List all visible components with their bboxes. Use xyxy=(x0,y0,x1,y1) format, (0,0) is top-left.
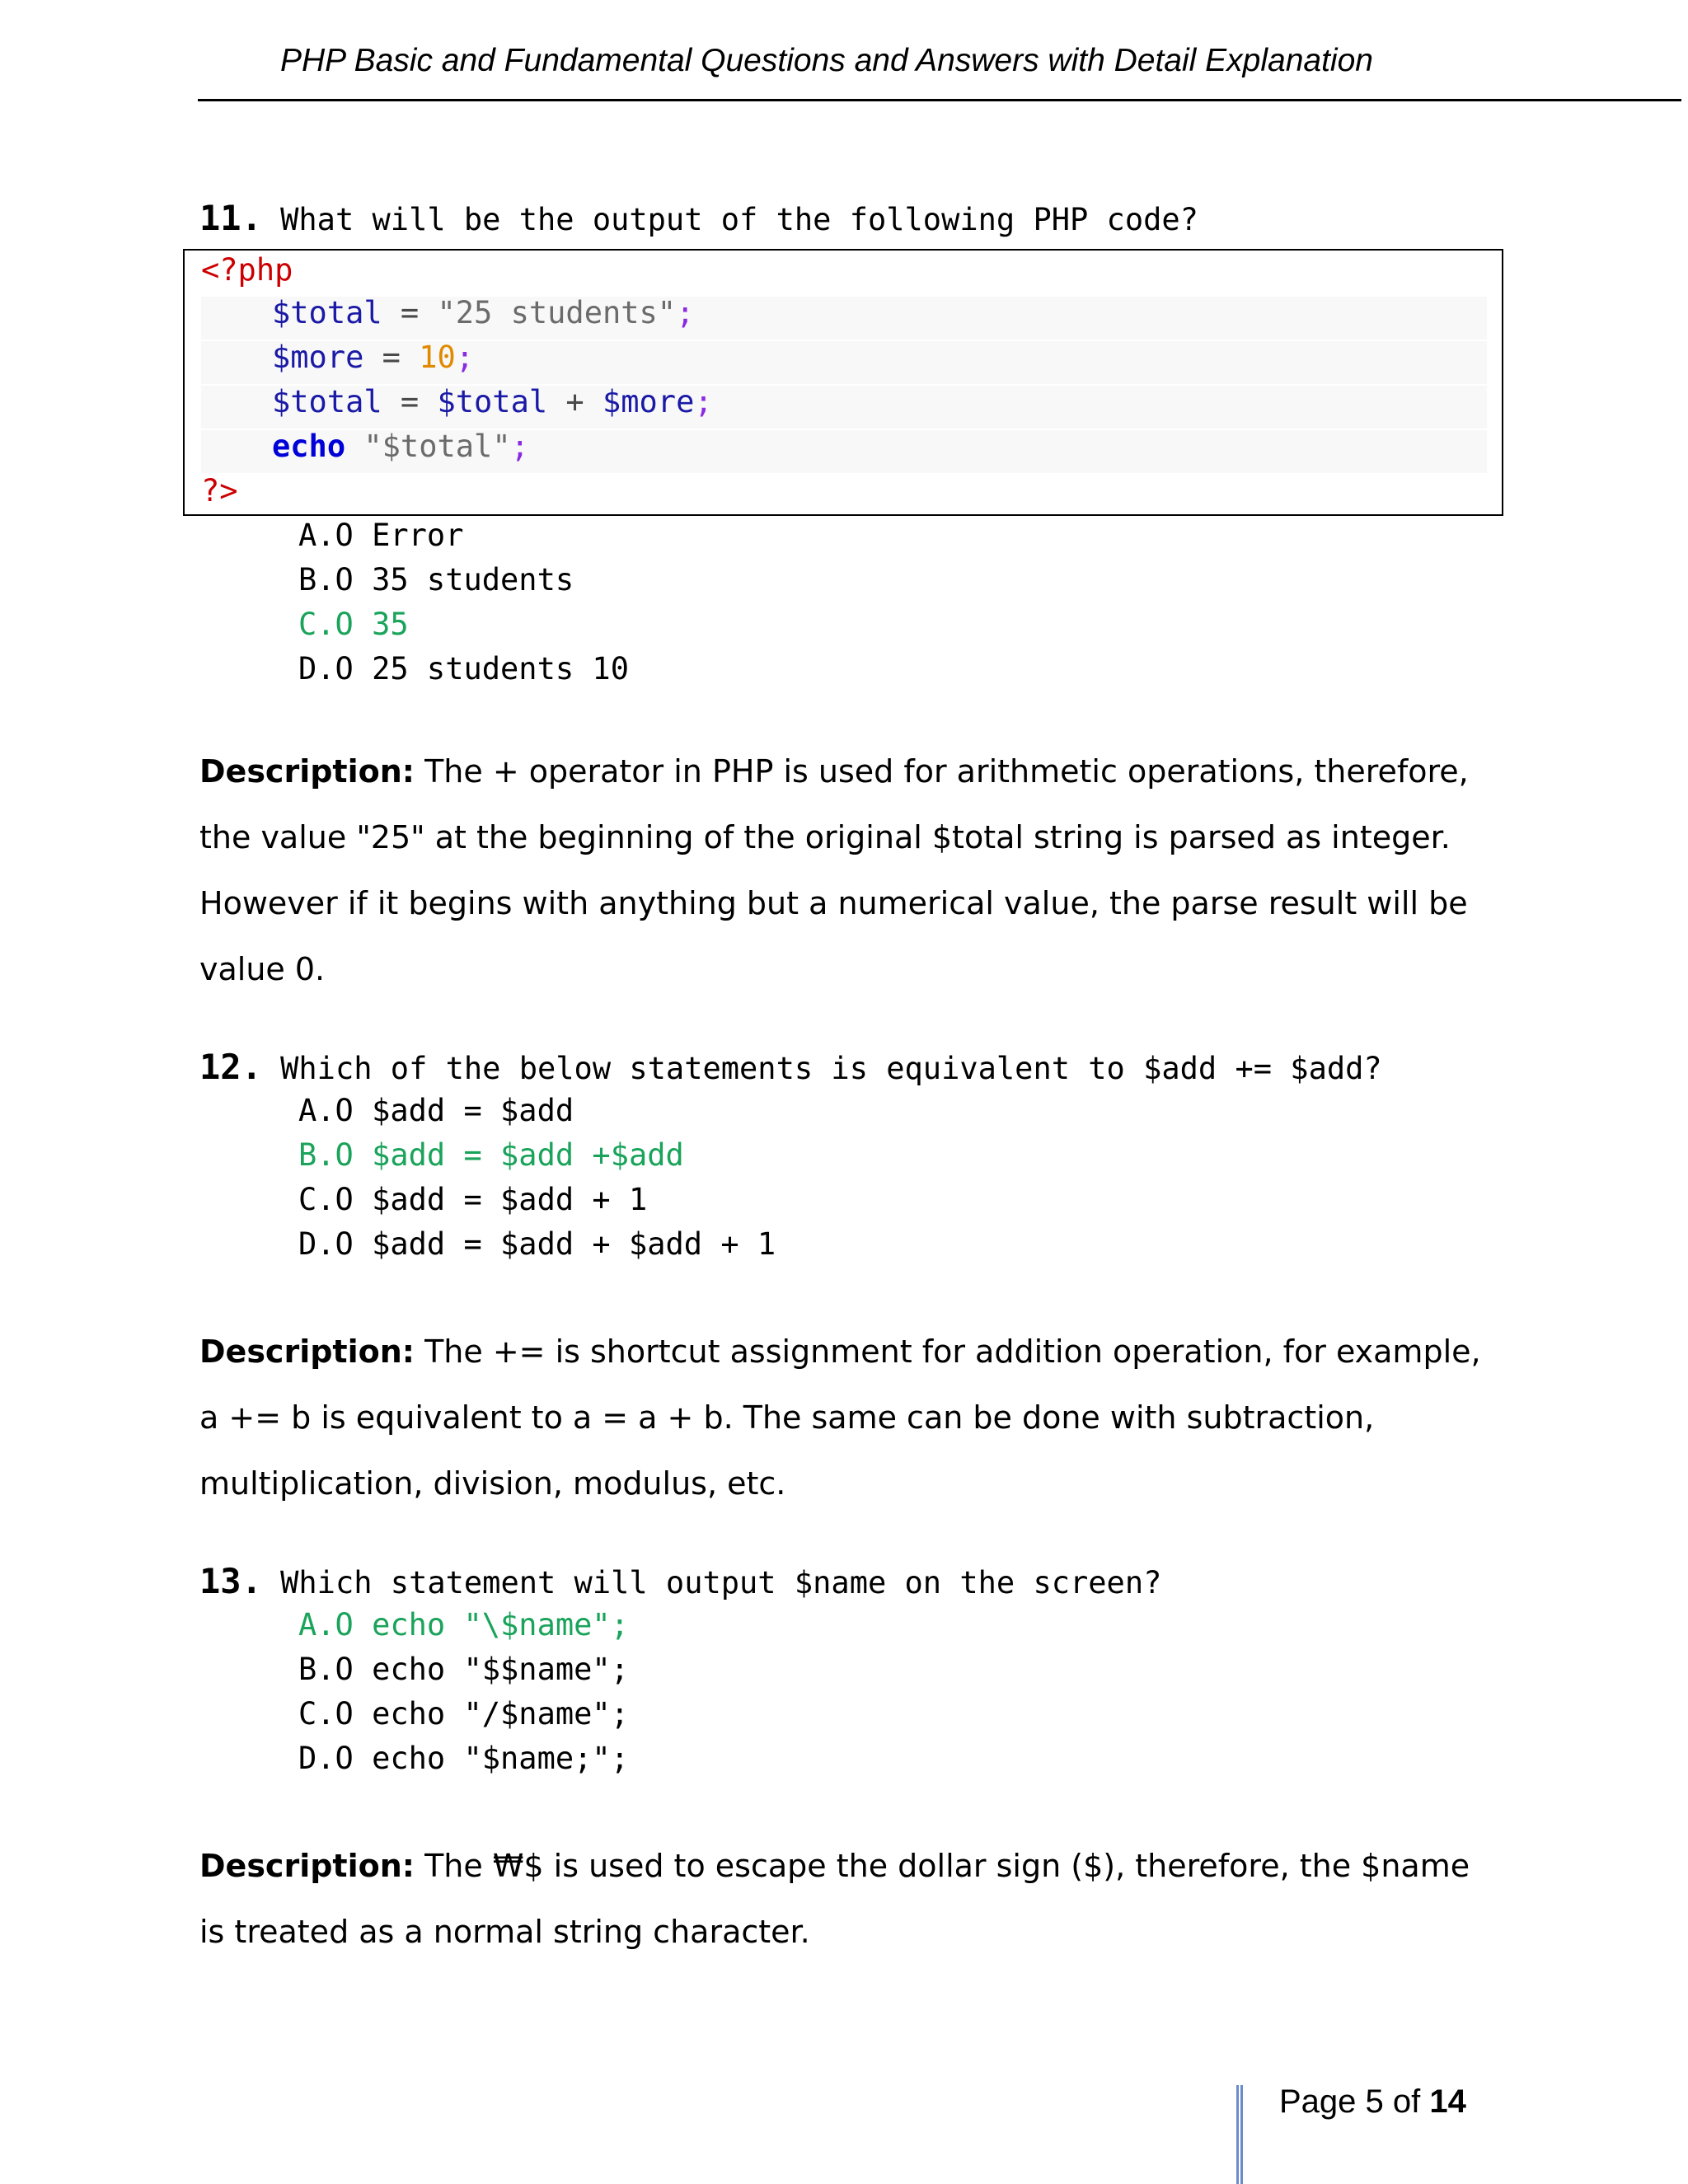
question-text: Which of the below statements is equivalent to $add += $add? xyxy=(261,1051,1382,1086)
question-text: What will be the output of the following PHP code? xyxy=(261,202,1198,237)
header-divider xyxy=(198,99,1681,101)
php-close-tag: ?> xyxy=(201,473,238,509)
description-11 xyxy=(199,738,1502,1002)
question-13 xyxy=(199,1561,1161,1601)
option-d[interactable]: D.O 25 students 10 xyxy=(298,651,629,687)
description-label: Description: xyxy=(199,1333,415,1370)
option-c[interactable]: C.O $add = $add + 1 xyxy=(298,1182,648,1217)
page-total: 14 xyxy=(1429,2083,1466,2120)
question-number: 11. xyxy=(199,198,262,238)
question-number: 13. xyxy=(199,1561,262,1601)
description-text: The ₩$ is used to escape the dollar sign ($), therefore, the $name is treated as a normal string character. xyxy=(199,1848,1470,1950)
option-c-correct[interactable]: C.O 35 xyxy=(298,607,409,642)
description-text: The += is shortcut assignment for addition operation, for example, a += b is equivalent to a = a + b. The same can be done with subtraction, multiplication, division, modulus, etc. xyxy=(199,1333,1481,1502)
option-d[interactable]: D.O echo "$name;"; xyxy=(298,1741,629,1776)
page-number-prefix: Page 5 of xyxy=(1279,2083,1430,2120)
option-a-correct[interactable]: A.O echo "\$name"; xyxy=(298,1607,629,1643)
option-b-correct[interactable]: B.O $add = $add +$add xyxy=(298,1137,684,1173)
description-label: Description: xyxy=(199,1848,415,1884)
option-d[interactable]: D.O $add = $add + $add + 1 xyxy=(298,1226,776,1262)
code-line-3: $total = $total + $more; xyxy=(272,384,713,419)
code-line-1: $total = "25 students"; xyxy=(272,295,695,330)
option-a[interactable]: A.O Error xyxy=(298,518,464,553)
question-text: Which statement will output $name on the screen? xyxy=(261,1565,1162,1601)
page-number xyxy=(1279,2083,1466,2121)
option-b[interactable]: B.O echo "$$name"; xyxy=(298,1652,629,1687)
description-text: The + operator in PHP is used for arithmetic operations, therefore, the value "25" at the beginning of the original $total string is parsed as integer. However if it begins with anything but a numerical value, the parse result will be value 0. xyxy=(199,753,1469,987)
question-number: 12. xyxy=(199,1047,262,1087)
page-header-title: PHP Basic and Fundamental Questions and Answers with Detail Explanation xyxy=(280,43,1373,78)
description-12 xyxy=(199,1319,1502,1516)
footer-accent-bar xyxy=(1236,2085,1243,2184)
option-a[interactable]: A.O $add = $add xyxy=(298,1093,574,1128)
question-11 xyxy=(199,198,1198,238)
description-13 xyxy=(199,1833,1502,1965)
option-c[interactable]: C.O echo "/$name"; xyxy=(298,1696,629,1732)
question-12 xyxy=(199,1047,1382,1087)
code-block xyxy=(183,249,1503,516)
code-line-2: $more = 10; xyxy=(272,340,475,375)
code-line-4: echo "$total"; xyxy=(272,429,529,464)
description-label: Description: xyxy=(199,753,415,790)
option-b[interactable]: B.O 35 students xyxy=(298,562,574,598)
php-open-tag: <?php xyxy=(201,252,293,288)
